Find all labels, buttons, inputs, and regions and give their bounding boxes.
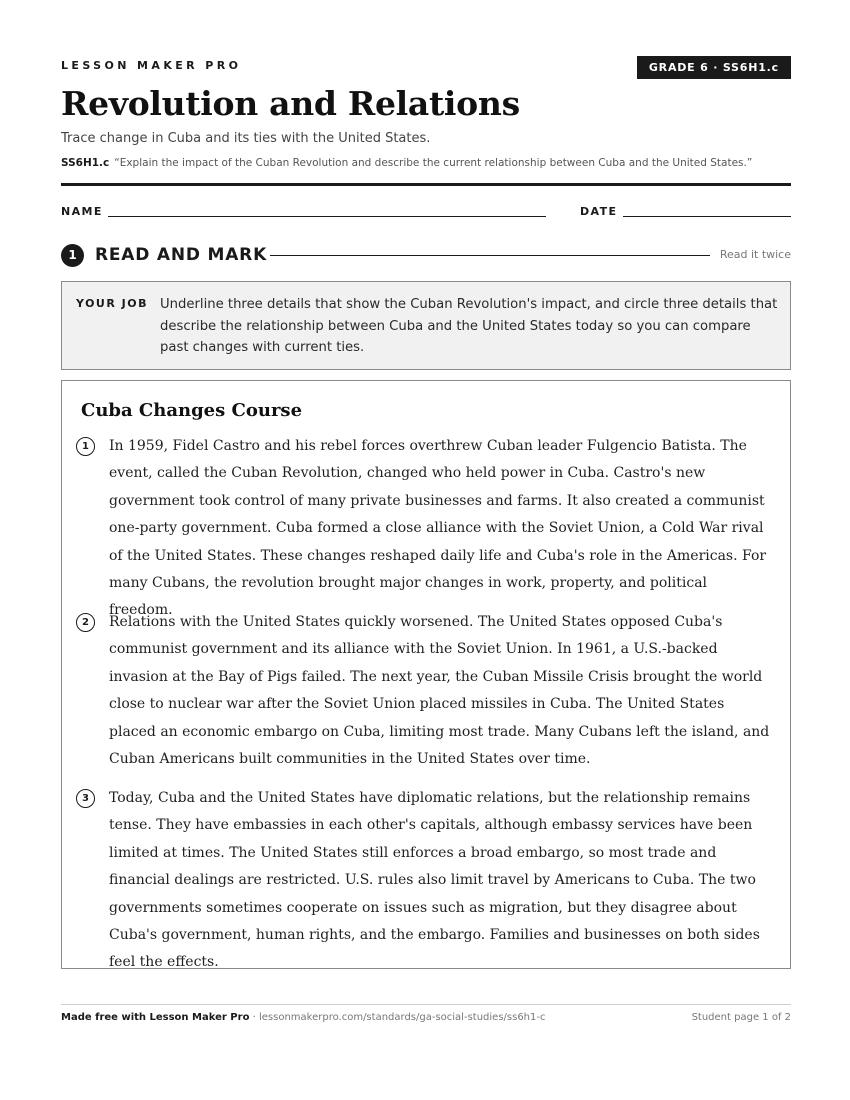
paragraph-text: In 1959, Fidel Castro and his rebel forces overthrew Cuban leader Fulgencio Batista. The event, called the Cuban Revolution, changed who held power in Cuba. Castro's new government took control of many private businesses and farms. It also created a communist one-party government. Cuba formed a close alliance with the Soviet Union, a Cold War rival of the United States. These changes reshaped daily life and Cuba's role in the Americas. For many Cubans, the revolution brought major changes in work, property, and political freedom.: [109, 438, 767, 619]
footer-divider: [61, 1004, 791, 1005]
section-header: [61, 243, 791, 269]
name-date-row: [61, 205, 791, 221]
paragraph-number: 3: [76, 789, 95, 808]
section-divider: [270, 255, 710, 256]
name-label: NAME: [61, 205, 103, 218]
passage-title: Cuba Changes Course: [81, 400, 303, 421]
top-bar: [61, 56, 791, 80]
page-subtitle: Trace change in Cuba and its ties with the United States.: [61, 131, 431, 146]
date-label: DATE: [580, 205, 618, 218]
paragraph-number: 1: [76, 437, 95, 456]
section-number-badge: 1: [61, 244, 84, 267]
footer-made-with: Made free with Lesson Maker Pro: [61, 1012, 250, 1023]
brand-name: LESSON MAKER PRO: [61, 59, 242, 72]
page-title: Revolution and Relations: [61, 84, 520, 123]
name-field[interactable]: [108, 216, 546, 217]
date-field[interactable]: [623, 216, 791, 217]
paragraph-text: Relations with the United States quickly worsened. The United States opposed Cuba's communist government and its alliance with the Soviet Union. In 1961, a U.S.-backed invasion at the Bay of Pigs failed. The next year, the Cuban Missile Crisis brought the world close to nuclear war after the Soviet Union placed missiles in Cuba. The United States placed an economic embargo on Cuba, limiting most trade. Many Cubans left the island, and Cuban Americans built communities in the United States over time.: [109, 614, 770, 768]
reading-passage: [61, 380, 791, 969]
paragraph-number: 2: [76, 613, 95, 632]
standard-line: [61, 157, 752, 169]
grade-badge: GRADE 6 · SS6H1.c: [637, 56, 791, 79]
paragraph-text: Today, Cuba and the United States have diplomatic relations, but the relationship remains tense. They have embassies in each other's capitals, although embassy services have been limited at times. The United States still enforces a broad embargo, so most trade and financial dealings are restricted. U.S. rules also limit travel by Americans to Cuba. The two governments sometimes cooperate on issues such as migration, but they disagree about Cuba's government, human rights, and the embargo. Families and businesses on both sides feel the effects.: [109, 790, 760, 971]
instructions-label: YOUR JOB: [76, 297, 148, 310]
footer-credit: [61, 1012, 546, 1023]
standard-text: “Explain the impact of the Cuban Revolution and describe the current relationship between Cuba and the United States.”: [114, 157, 753, 169]
section-hint: Read it twice: [719, 248, 791, 261]
section-title: READ AND MARK: [95, 245, 268, 265]
page-indicator: Student page 1 of 2: [691, 1012, 791, 1023]
footer-url: · lessonmakerpro.com/standards/ga-social-studies/ss6h1-c: [249, 1012, 546, 1023]
instructions-text: Underline three details that show the Cuban Revolution's impact, and circle three details that describe the relationship between Cuba and the United States today so you can compare past changes with current ties.: [160, 297, 778, 355]
standard-code: SS6H1.c: [61, 157, 110, 169]
header-divider: [61, 183, 791, 186]
instructions-box: [61, 281, 791, 370]
